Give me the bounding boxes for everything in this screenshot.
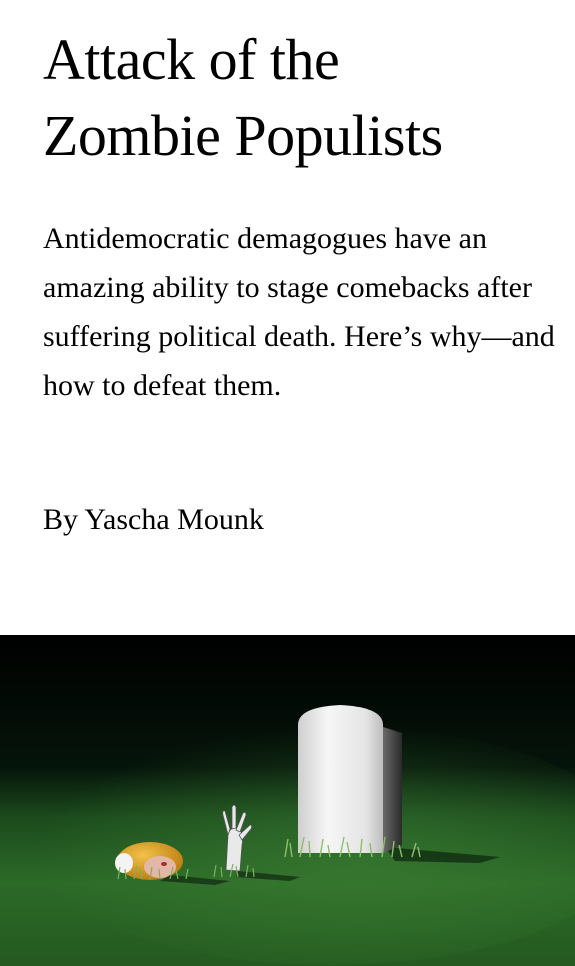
hero-illustration — [0, 635, 575, 966]
article-dek: Antidemocratic demagogues have an amazing ability to stage comebacks after suffering political death. Here’s why—and how to defeat them. — [43, 222, 555, 402]
title-line-1: Attack of the — [43, 27, 340, 92]
graveyard-illustration — [0, 635, 575, 966]
title-line-2: Zombie Populists — [43, 103, 443, 168]
article-title — [43, 22, 563, 174]
article-byline: By Yascha Mounk — [43, 503, 264, 536]
